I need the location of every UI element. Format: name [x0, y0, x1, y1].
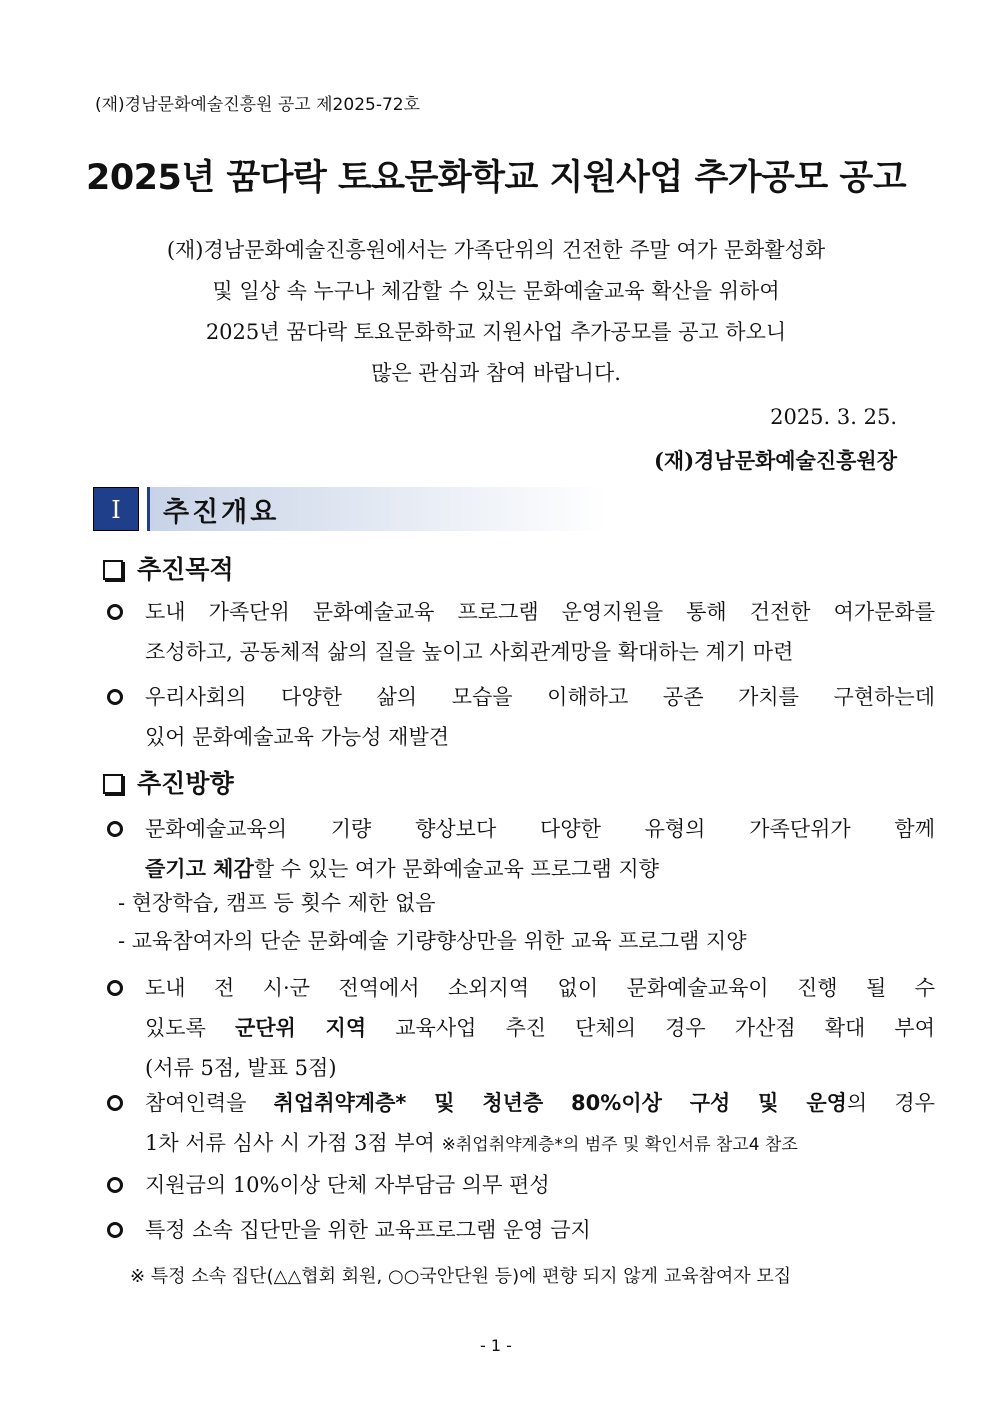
circle-bullet-icon — [107, 689, 123, 705]
section-number: I — [93, 487, 139, 531]
reference-note: ※취업취약계층*의 범주 및 확인서류 참고4 참조 — [441, 1135, 798, 1155]
bullet-text: 참여인력을 — [145, 1091, 247, 1115]
checkbox-square-icon — [103, 560, 123, 580]
bullet-line: 도내 전 시·군 전역에서 소외지역 없이 문화예술교육이 진행 될 수 — [145, 976, 935, 1000]
issuer-name: (재)경남문화예술진흥원장 — [653, 448, 897, 473]
checkbox-square-icon — [103, 774, 123, 794]
bullet-text: 할 수 있는 여가 문화예술교육 프로그램 지향 — [253, 857, 659, 881]
bullet-line — [145, 1083, 935, 1123]
circle-bullet-icon — [107, 980, 123, 996]
purpose-heading-text: 추진목적 — [137, 555, 234, 584]
direction-heading — [103, 764, 234, 800]
notice-number: (재)경남문화예술진흥원 공고 제2025-72호 — [95, 95, 421, 115]
intro-line: 및 일상 속 누구나 체감할 수 있는 문화예술교육 확산을 위하여 — [212, 279, 780, 303]
bullet-line: (서류 5점, 발표 5점) — [145, 1056, 337, 1080]
circle-bullet-icon — [107, 1095, 123, 1111]
announcement-date: 2025. 3. 25. — [770, 405, 897, 429]
bullet-line: 조성하고, 공동체적 삶의 질을 높이고 사회관계망을 확대하는 계기 마련 — [145, 640, 794, 664]
bullet-text: 있도록 — [145, 1016, 206, 1040]
section-title: 추진개요 — [163, 497, 280, 528]
circle-bullet-icon — [107, 1222, 123, 1238]
intro-line: (재)경남문화예술진흥원에서는 가족단위의 건전한 주말 여가 문화활성화 — [166, 238, 826, 262]
direction-bullet-4 — [145, 1165, 935, 1205]
bullet-text: 의 경우 — [846, 1091, 935, 1115]
footnote: ※ 특정 소속 집단(△△협회 회원, ○○국안단원 등)에 편향 되지 않게 교육참여자 모집 — [130, 1266, 792, 1287]
direction-dash-2: - 교육참여자의 단순 문화예술 기량향상만을 위한 교육 프로그램 지양 — [118, 929, 747, 953]
bold-phrase: 취업취약계층* 및 청년층 80%이상 구성 및 운영 — [273, 1091, 847, 1115]
bullet-line — [145, 1008, 935, 1048]
direction-bullet-1 — [145, 809, 935, 889]
bullet-line: 도내 가족단위 문화예술교육 프로그램 운영지원을 통해 건전한 여가문화를 — [145, 600, 935, 624]
intro-line: 많은 관심과 참여 바랍니다. — [371, 361, 621, 385]
intro-line: 2025년 꿈다락 토요문화학교 지원사업 추가공모를 공고 하오니 — [205, 320, 787, 344]
direction-dash-1: - 현장학습, 캠프 등 횟수 제한 없음 — [118, 891, 436, 915]
bullet-text: 교육사업 추진 단체의 경우 가산점 확대 부여 — [395, 1016, 935, 1040]
page-number: - 1 - — [480, 1336, 512, 1355]
page-title: 2025년 꿈다락 토요문화학교 지원사업 추가공모 공고 — [85, 158, 907, 198]
circle-bullet-icon — [107, 1177, 123, 1193]
bullet-line: 우리사회의 다양한 삶의 모습을 이해하고 공존 가치를 구현하는데 — [145, 685, 935, 709]
purpose-bullet-2 — [145, 677, 935, 757]
bullet-line: 특정 소속 집단만을 위한 교육프로그램 운영 금지 — [145, 1218, 591, 1242]
direction-heading-text: 추진방향 — [137, 769, 234, 798]
bullet-line — [145, 849, 935, 889]
bullet-text: 1차 서류 심사 시 가점 3점 부여 — [145, 1131, 435, 1155]
purpose-heading — [103, 550, 234, 586]
bullet-line: 지원금의 10%이상 단체 자부담금 의무 편성 — [145, 1173, 550, 1197]
circle-bullet-icon — [107, 604, 123, 620]
bold-phrase: 즐기고 체감 — [145, 857, 254, 881]
bullet-line: 문화예술교육의 기량 향상보다 다양한 유형의 가족단위가 함께 — [145, 817, 935, 841]
bullet-line — [145, 1123, 935, 1165]
bullet-line: 있어 문화예술교육 가능성 재발견 — [145, 725, 450, 749]
purpose-bullet-1 — [145, 592, 935, 672]
direction-bullet-5 — [145, 1210, 935, 1250]
bold-phrase: 군단위 지역 — [234, 1016, 367, 1040]
circle-bullet-icon — [107, 821, 123, 837]
direction-bullet-2 — [145, 968, 935, 1088]
direction-bullet-3 — [145, 1083, 935, 1165]
intro-paragraph — [80, 230, 912, 394]
